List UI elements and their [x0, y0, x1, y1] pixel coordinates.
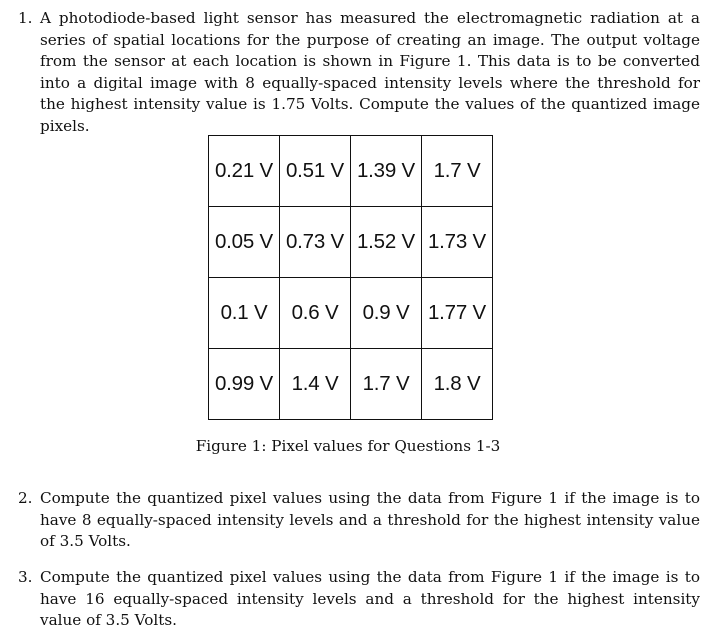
- table-cell: 1.4 V: [280, 349, 351, 420]
- question-number: 2.: [18, 489, 33, 507]
- table-cell: 1.39 V: [351, 136, 422, 207]
- table-cell: 1.77 V: [422, 278, 493, 349]
- table-cell: 1.7 V: [422, 136, 493, 207]
- question-text: Compute the quantized pixel values using the data from Figure 1 if the image is to have 8 equally-spaced intensity levels and a threshold for the highest intensity value of 3.5 Volts.: [40, 489, 700, 550]
- table-row: [209, 278, 493, 349]
- table-row: [209, 207, 493, 278]
- table-cell: 1.8 V: [422, 349, 493, 420]
- table-cell: 0.73 V: [280, 207, 351, 278]
- table-row: [209, 349, 493, 420]
- table-cell: 0.6 V: [280, 278, 351, 349]
- table-cell: 1.73 V: [422, 207, 493, 278]
- table-cell: 1.52 V: [351, 207, 422, 278]
- table-cell: 0.21 V: [209, 136, 280, 207]
- table-cell: 0.9 V: [351, 278, 422, 349]
- question-text: A photodiode-based light sensor has measured the electromagnetic radiation at a series of spatial locations for the purpose of creating an image. The output voltage from the sensor at each location is shown in Figure 1. This data is to be converted into a digital image with 8 equally-spaced intensity levels where the threshold for the highest intensity value is 1.75 Volts. Compute the values of the quantized image pixels.: [40, 9, 700, 135]
- table-cell: 0.1 V: [209, 278, 280, 349]
- question-2: [18, 488, 700, 553]
- table-row: [209, 136, 493, 207]
- table-cell: 0.99 V: [209, 349, 280, 420]
- question-number: 1.: [18, 9, 33, 27]
- question-number: 3.: [18, 568, 33, 586]
- table-cell: 1.7 V: [351, 349, 422, 420]
- pixel-value-table: [208, 135, 493, 420]
- table-cell: 0.51 V: [280, 136, 351, 207]
- table-cell: 0.05 V: [209, 207, 280, 278]
- question-1: [18, 8, 700, 137]
- figure-caption: Figure 1: Pixel values for Questions 1-3: [195, 437, 501, 455]
- question-text: Compute the quantized pixel values using the data from Figure 1 if the image is to have 16 equally-spaced intensity levels and a threshold for the highest intensity value of 3.5 Volts.: [40, 568, 700, 629]
- question-3: [18, 567, 700, 632]
